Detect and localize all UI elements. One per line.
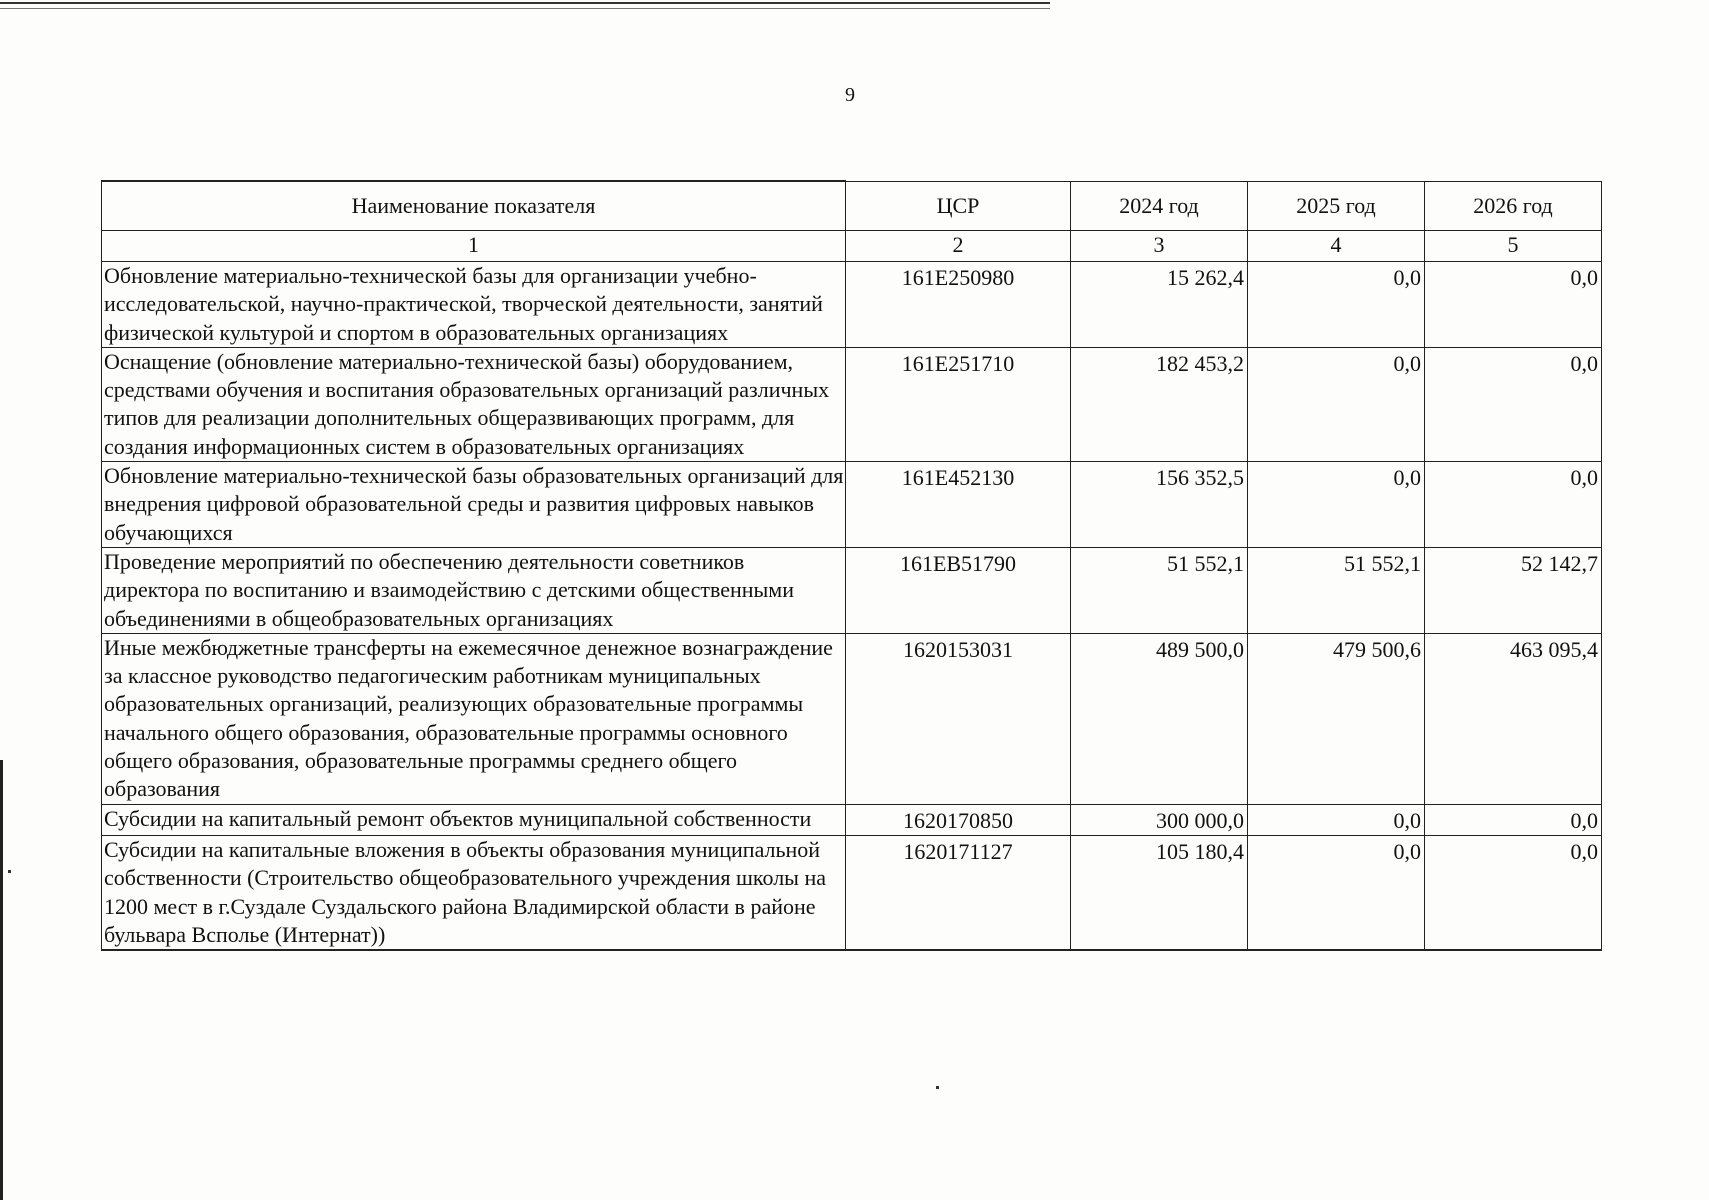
- column-number: 4: [1248, 231, 1425, 262]
- amount-2025: 0,0: [1248, 804, 1425, 835]
- csr-code: 1620170850: [846, 804, 1071, 835]
- amount-2024: 105 180,4: [1071, 835, 1248, 950]
- header-indicator-name: Наименование показателя: [102, 181, 846, 231]
- amount-2024: 489 500,0: [1071, 633, 1248, 804]
- header-year-2025: 2025 год: [1248, 181, 1425, 231]
- amount-2026: 463 095,4: [1425, 633, 1602, 804]
- table-header-row: [102, 181, 1602, 231]
- amount-2025: 0,0: [1248, 262, 1425, 348]
- scan-edge-top: [0, 2, 1050, 9]
- table-row: [102, 804, 1602, 835]
- table-row: [102, 262, 1602, 348]
- amount-2026: 0,0: [1425, 262, 1602, 348]
- indicator-name: Проведение мероприятий по обеспечению деятельности советников директора по воспитанию и взаимодействию с детскими общественными объединениями в общеобразовательных организациях: [102, 547, 846, 633]
- amount-2026: 0,0: [1425, 804, 1602, 835]
- scan-speck: [936, 1086, 939, 1089]
- header-year-2024: 2024 год: [1071, 181, 1248, 231]
- scan-edge-left: [0, 760, 3, 1200]
- indicator-name: Иные межбюджетные трансферты на ежемесячное денежное вознаграждение за классное руководство педагогическим работникам муниципальных образовательных организаций, реализующих образовательные программы начального общего образования, образовательные программы основного общего образования, образовательные программы среднего общего образования: [102, 633, 846, 804]
- amount-2024: 51 552,1: [1071, 547, 1248, 633]
- csr-code: 161EB51790: [846, 547, 1071, 633]
- column-number: 2: [846, 231, 1071, 262]
- csr-code: 161E251710: [846, 347, 1071, 461]
- table-row: [102, 835, 1602, 950]
- csr-code: 161E250980: [846, 262, 1071, 348]
- column-number-row: [102, 231, 1602, 262]
- amount-2026: 0,0: [1425, 462, 1602, 548]
- column-number: 3: [1071, 231, 1248, 262]
- csr-code: 161E452130: [846, 462, 1071, 548]
- amount-2025: 0,0: [1248, 462, 1425, 548]
- amount-2024: 156 352,5: [1071, 462, 1248, 548]
- header-year-2026: 2026 год: [1425, 181, 1602, 231]
- indicator-name: Субсидии на капитальный ремонт объектов муниципальной собственности: [102, 804, 846, 835]
- amount-2025: 51 552,1: [1248, 547, 1425, 633]
- budget-table: [101, 180, 1602, 951]
- indicator-name: Субсидии на капитальные вложения в объекты образования муниципальной собственности (Строительство общеобразовательного учреждения школы на 1200 мест в г.Суздале Суздальского района Владимирской области в районе бульвара Всполье (Интернат)): [102, 835, 846, 950]
- table-row: [102, 462, 1602, 548]
- amount-2026: 0,0: [1425, 347, 1602, 461]
- amount-2026: 0,0: [1425, 835, 1602, 950]
- amount-2025: 0,0: [1248, 835, 1425, 950]
- column-number: 5: [1425, 231, 1602, 262]
- amount-2025: 0,0: [1248, 347, 1425, 461]
- amount-2026: 52 142,7: [1425, 547, 1602, 633]
- amount-2024: 300 000,0: [1071, 804, 1248, 835]
- indicator-name: Обновление материально-технической базы образовательных организаций для внедрения цифровой образовательной среды и развития цифровых навыков обучающихся: [102, 462, 846, 548]
- table-row: [102, 547, 1602, 633]
- table-row: [102, 633, 1602, 804]
- csr-code: 1620153031: [846, 633, 1071, 804]
- amount-2025: 479 500,6: [1248, 633, 1425, 804]
- amount-2024: 182 453,2: [1071, 347, 1248, 461]
- indicator-name: Обновление материально-технической базы для организации учебно-исследовательской, научно-практической, творческой деятельности, занятий физической культурой и спортом в образовательных организациях: [102, 262, 846, 348]
- amount-2024: 15 262,4: [1071, 262, 1248, 348]
- scan-speck: [8, 870, 11, 873]
- csr-code: 1620171127: [846, 835, 1071, 950]
- column-number: 1: [102, 231, 846, 262]
- page-number: 9: [845, 84, 855, 106]
- header-csr: ЦСР: [846, 181, 1071, 231]
- table-row: [102, 347, 1602, 461]
- indicator-name: Оснащение (обновление материально-технической базы) оборудованием, средствами обучения и воспитания образовательных организаций различных типов для реализации дополнительных общеразвивающих программ, для создания информационных систем в образовательных организациях: [102, 347, 846, 461]
